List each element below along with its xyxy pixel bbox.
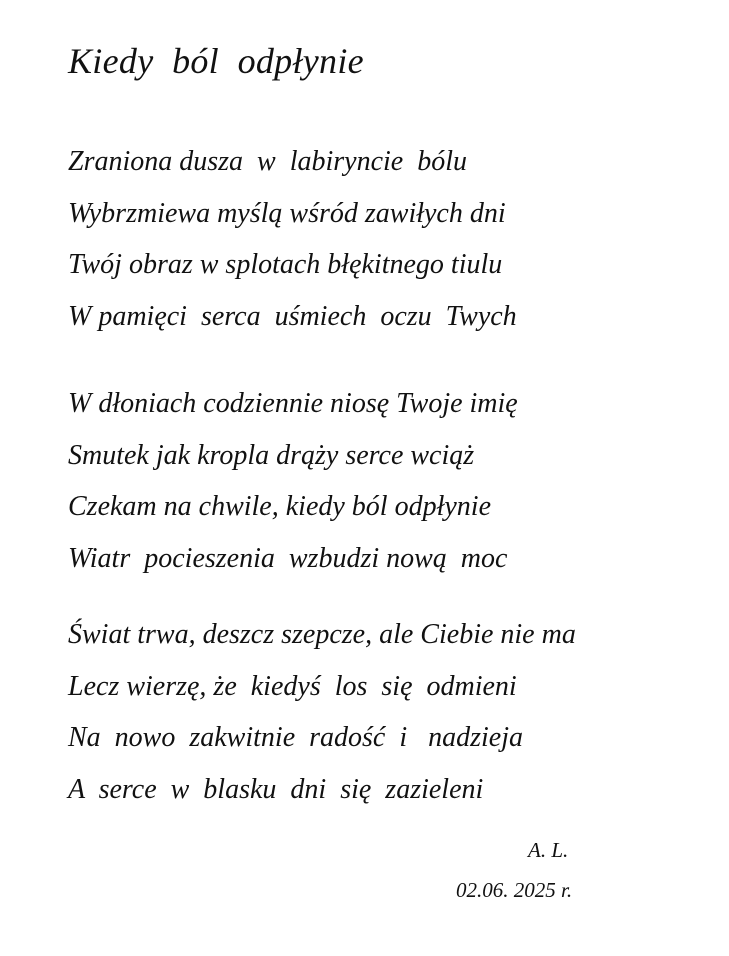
poem-line: W pamięci serca uśmiech oczu Twych <box>68 300 517 332</box>
poem-line: Wybrzmiewa myślą wśród zawiłych dni <box>68 197 506 229</box>
poem-date: 02.06. 2025 r. <box>456 878 573 902</box>
stanza-3 <box>68 609 576 815</box>
poem-line: Świat trwa, deszcz szepcze, ale Ciebie nie ma <box>68 619 576 650</box>
poem-line: Na nowo zakwitnie radość i nadzieja <box>68 722 523 753</box>
poem-line: Lecz wierzę, że kiedyś los się odmieni <box>68 670 517 702</box>
poem-line: Czekam na chwile, kiedy ból odpłynie <box>68 491 491 522</box>
author-signature: A. L. <box>528 838 569 862</box>
poem-line: Wiatr pocieszenia wzbudzi nową moc <box>68 542 508 574</box>
poem-line: A serce w blasku dni się zazieleni <box>68 773 484 805</box>
stanza-1 <box>68 136 517 342</box>
poem-line: Zraniona dusza w labiryncie bólu <box>68 146 468 177</box>
poem-title: Kiedy ból odpłynie <box>68 41 364 81</box>
poem-line: Twój obraz w splotach błękitnego tiulu <box>68 249 503 280</box>
stanza-2 <box>68 378 518 584</box>
poem-line: Smutek jak kropla drąży serce wciąż <box>68 439 475 471</box>
poem-line: W dłoniach codziennie niosę Twoje imię <box>68 388 518 419</box>
